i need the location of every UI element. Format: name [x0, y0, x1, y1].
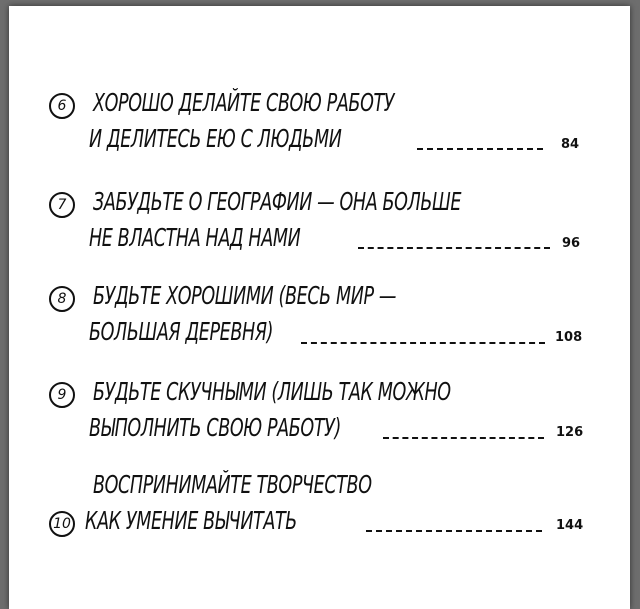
chapter-title-line1: БУДЬТЕ СКУЧНЫМИ (ЛИШЬ ТАК МОЖНО: [93, 377, 451, 406]
chapter-title-line1: БУДЬТЕ ХОРОШИМИ (ВЕСЬ МИР —: [93, 281, 397, 310]
chapter-number-badge: 7: [49, 192, 75, 218]
chapter-title-line2: БОЛЬШАЯ ДЕРЕВНЯ): [89, 317, 274, 346]
dotted-leader: [301, 342, 545, 344]
chapter-title-line2: НЕ ВЛАСТНА НАД НАМИ: [89, 223, 301, 252]
chapter-number-badge: 6: [49, 93, 75, 119]
dotted-leader: [417, 148, 543, 150]
chapter-number-badge: 8: [49, 286, 75, 312]
dotted-leader: [383, 437, 544, 439]
page-number: 144: [556, 518, 584, 533]
chapter-title-line1: ЗАБУДЬТЕ О ГЕОГРАФИИ — ОНА БОЛЬШЕ: [93, 187, 462, 216]
dotted-leader: [366, 530, 542, 532]
chapter-title-line2: И ДЕЛИТЕСЬ ЕЮ С ЛЮДЬМИ: [89, 124, 342, 153]
chapter-title-line2: КАК УМЕНИЕ ВЫЧИТАТЬ: [85, 506, 297, 535]
page-number: 96: [562, 236, 581, 251]
chapter-title-line2: ВЫПОЛНИТЬ СВОЮ РАБОТУ): [89, 413, 341, 442]
chapter-title-line1: ВОСПРИНИМАЙТЕ ТВОРЧЕСТВО: [93, 470, 372, 499]
dotted-leader: [358, 247, 550, 249]
chapter-number-badge: 10: [49, 511, 75, 537]
toc-page: [9, 6, 630, 609]
chapter-title-line1: ХОРОШО ДЕЛАЙТЕ СВОЮ РАБОТУ: [93, 88, 395, 117]
chapter-number-badge: 9: [49, 382, 75, 408]
page-number: 108: [555, 330, 583, 345]
page-number: 84: [561, 137, 580, 152]
page-number: 126: [556, 425, 584, 440]
